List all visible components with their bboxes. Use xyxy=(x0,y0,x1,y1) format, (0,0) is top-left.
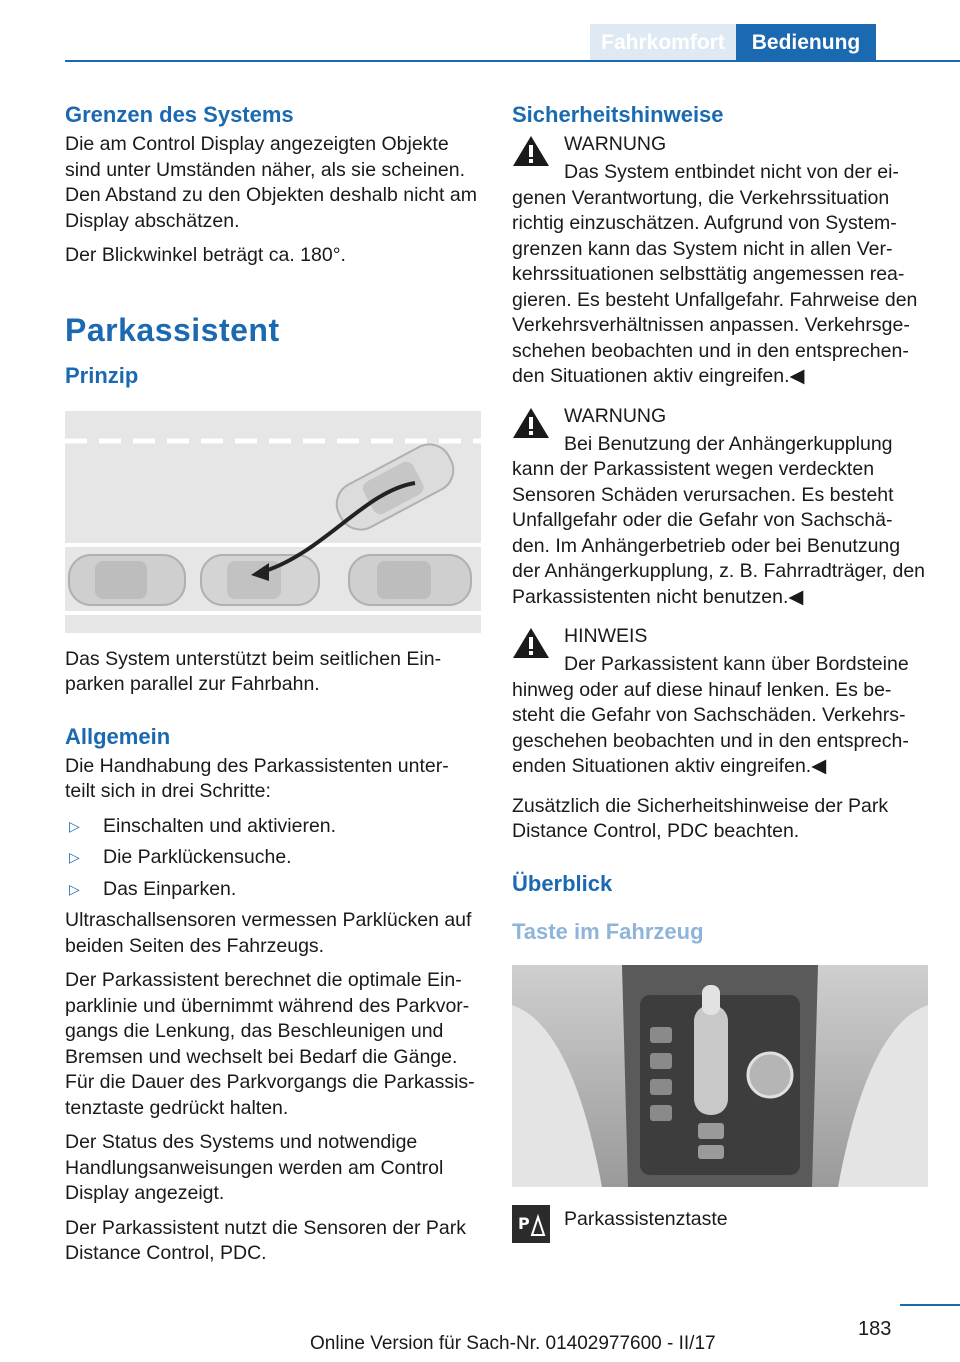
tab-fahrkomfort[interactable]: Fahrkomfort xyxy=(590,24,736,61)
warning-icon xyxy=(512,626,550,660)
general-paragraph-3: Der Parkassistent berechnet die optimale Ein- parklinie und übernimmt während des Parkvor- gangs die Lenkung, das Beschleunigen und Bremsen und wechselt bei Bedarf die Gänge. Für die Dauer des Parkvorgangs die Parkassis- tenztaste gedrückt halten. xyxy=(65,969,475,1119)
general-paragraph-2: Ultraschallsensoren vermessen Parklücken auf beiden Seiten des Fahrzeugs. xyxy=(65,909,472,957)
parking-diagram-svg xyxy=(65,411,481,633)
warning-icon xyxy=(512,134,550,168)
list-item xyxy=(65,814,481,840)
note-text: Der Parkassistent kann über Bordsteine hinweg oder auf diese hinauf lenken. Es be- steht die Gefahr von Sachschäden. Verkehrs- geschehen beobachten und in den entsprech- enden Situationen aktiv eingreifen.◀ xyxy=(512,653,909,777)
footer-rule xyxy=(900,1304,960,1306)
center-console-photo xyxy=(512,965,928,1187)
principle-heading: Prinzip xyxy=(65,362,139,388)
list-item-text: Einschalten und aktivieren. xyxy=(103,814,337,837)
limits-paragraph-2: Der Blickwinkel beträgt ca. 180°. xyxy=(65,244,346,266)
list-item xyxy=(65,877,481,903)
parked-car-left xyxy=(69,555,185,605)
warning-label: WARNUNG xyxy=(564,133,667,155)
warning-block-2 xyxy=(512,404,928,611)
parking-illustration xyxy=(65,411,481,633)
tab-bedienung[interactable]: Bedienung xyxy=(736,24,876,61)
general-paragraph-5: Der Parkassistent nutzt die Sensoren der Park Distance Control, PDC. xyxy=(65,1216,467,1264)
overview-heading: Überblick xyxy=(512,870,613,896)
safety-heading: Sicherheitshinweise xyxy=(512,102,724,127)
center-console-svg xyxy=(512,965,928,1187)
park-assist-key-row xyxy=(512,1201,928,1243)
svg-text:P: P xyxy=(518,1213,530,1233)
general-paragraph-4: Der Status des Systems und notwendige Handlungsanweisungen werden am Control Display angezeigt. xyxy=(65,1131,444,1204)
general-heading: Allgemein xyxy=(65,723,171,749)
list-item-text: Das Einparken. xyxy=(103,877,237,900)
principle-caption: Das System unterstützt beim seitlichen Ein- parken parallel zur Fahrbahn. xyxy=(65,647,442,695)
general-paragraph-1: Die Handhabung des Parkassistenten unter- teilt sich in drei Schritte: xyxy=(65,754,449,802)
warning-label: WARNUNG xyxy=(564,404,667,427)
limits-heading: Grenzen des Systems xyxy=(65,102,294,127)
button-heading: Taste im Fahrzeug xyxy=(512,918,704,944)
note-label: HINWEIS xyxy=(564,625,648,647)
online-version-note: Online Version für Sach-Nr. 01402977600 - II/17 xyxy=(310,1333,716,1354)
parked-car-right xyxy=(349,555,471,605)
warning-block-1 xyxy=(512,132,928,390)
header-rule xyxy=(65,60,960,62)
warning-text: Bei Benutzung der Anhängerkupplung kann der Parkassistent wegen verdeckten Sensoren Schäden verursachen. Es besteht Unfallgefahr oder die Gefahr von Sachschä- den. Im Anhängerbetrieb oder bei Benutzung der Anhängerkupplung, z. B. Fahrradträger, den Parkassistenten nicht benutzen.◀ xyxy=(512,432,926,608)
warning-text: Das System entbindet nicht von der ei- genen Verantwortung, die Verkehrssituation richtig einzuschätzen. Aufgrund von System- grenzen kann das System nicht in allen Ver- kehrssituationen selbsttätig angemessen rea- gieren. Es besteht Unfallgefahr. Fahrweise den Verkehrsverhältnissen anpassen. Verkehrsge- schehen beobachten und in den entsprechen- den Situationen aktiv eingreifen.◀ xyxy=(512,161,918,387)
triangle-bullet-icon: ▷ xyxy=(69,849,80,865)
safety-paragraph: Zusätzlich die Sicherheitshinweise der Park Distance Control, PDC beachten. xyxy=(512,794,889,842)
page-number: 183 xyxy=(858,1318,892,1340)
right-column xyxy=(512,100,928,1243)
note-block xyxy=(512,624,928,780)
warning-icon xyxy=(512,406,550,440)
list-item xyxy=(65,845,481,871)
park-assist-caption: Parkassistenztaste xyxy=(564,1207,728,1230)
limits-paragraph-1: Die am Control Display angezeigten Objekte sind unter Umständen näher, als sie scheinen. Den Abstand zu den Objekten deshalb nicht am Display abschätzen. xyxy=(65,133,477,232)
triangle-bullet-icon: ▷ xyxy=(69,880,80,897)
parked-car-middle xyxy=(201,555,319,605)
park-assist-button-icon xyxy=(512,1205,550,1243)
page-title: Parkassistent xyxy=(65,311,280,348)
triangle-bullet-icon: ▷ xyxy=(69,817,80,834)
left-column xyxy=(65,100,481,1276)
list-item-text: Die Parklückensuche. xyxy=(103,846,292,868)
